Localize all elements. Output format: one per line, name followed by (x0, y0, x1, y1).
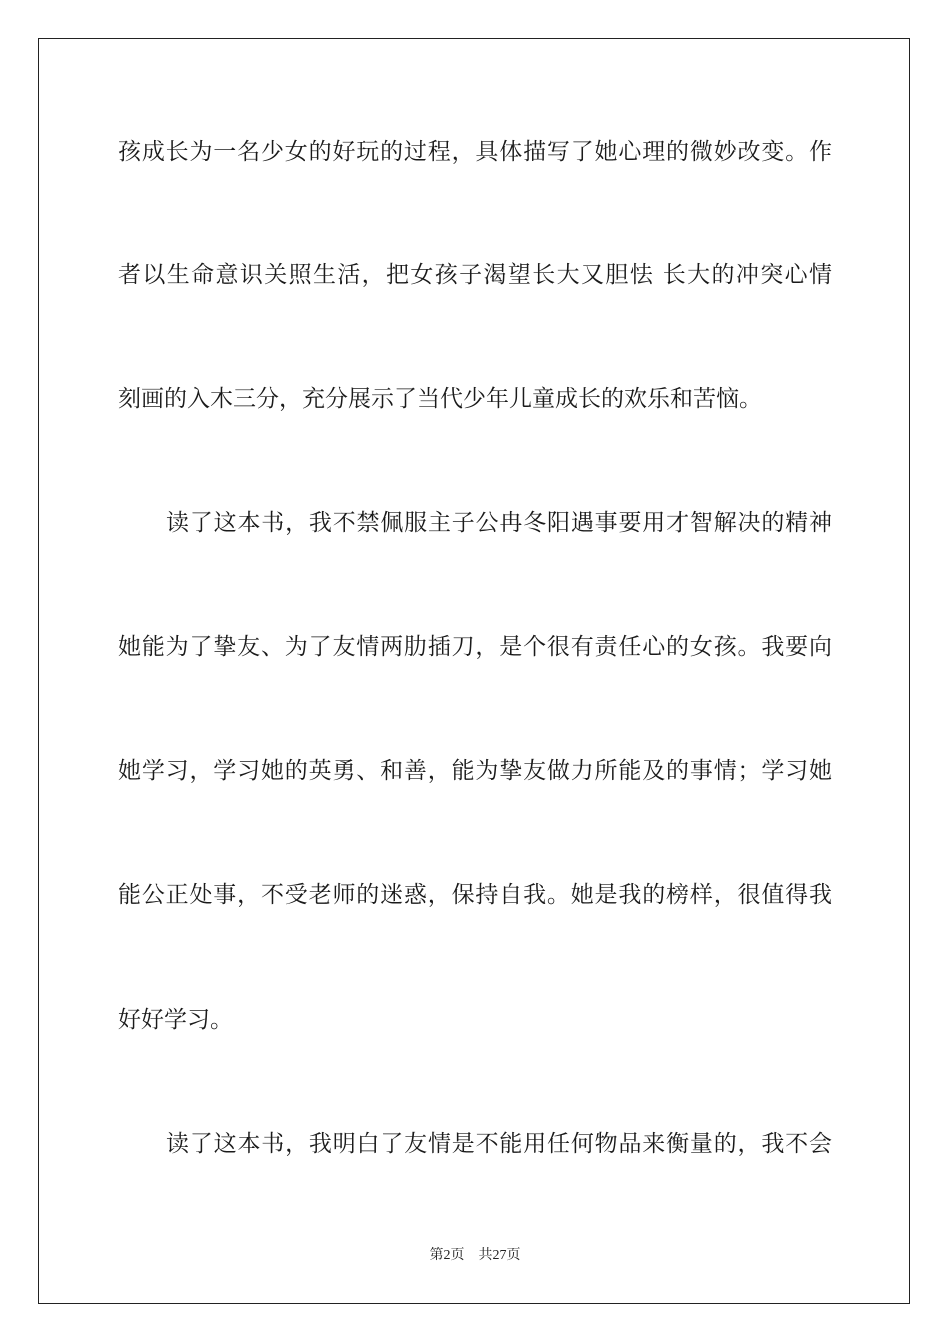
text-line-4: 读了这本书，我不禁佩服主子公冉冬阳遇事要用才智解决的精神 (166, 510, 832, 536)
text-line-8: 好好学习。 (118, 1007, 233, 1033)
text-line-9: 读了这本书，我明白了友情是不能用任何物品来衡量的，我不会 (166, 1131, 832, 1157)
text-line-2: 者以生命意识关照生活，把女孩子渴望长大又胆怯 长大的冲突心情 (118, 262, 832, 288)
text-line-6: 她学习，学习她的英勇、和善，能为挚友做力所能及的事情；学习她 (118, 758, 832, 784)
text-line-7: 能公正处事，不受老师的迷惑，保持自我。她是我的榜样，很值得我 (118, 882, 832, 908)
page-footer (0, 1244, 950, 1264)
page-total: 共27页 (478, 1248, 521, 1263)
page-border (38, 38, 910, 1304)
page-number: 第2页 (429, 1248, 465, 1263)
text-line-3: 刻画的入木三分，充分展示了当代少年儿童成长的欢乐和苦恼。 (118, 386, 762, 412)
text-line-1: 孩成长为一名少女的好玩的过程，具体描写了她心理的微妙改变。作 (118, 139, 832, 165)
text-line-5: 她能为了挚友、为了友情两肋插刀，是个很有责任心的女孩。我要向 (118, 634, 832, 660)
